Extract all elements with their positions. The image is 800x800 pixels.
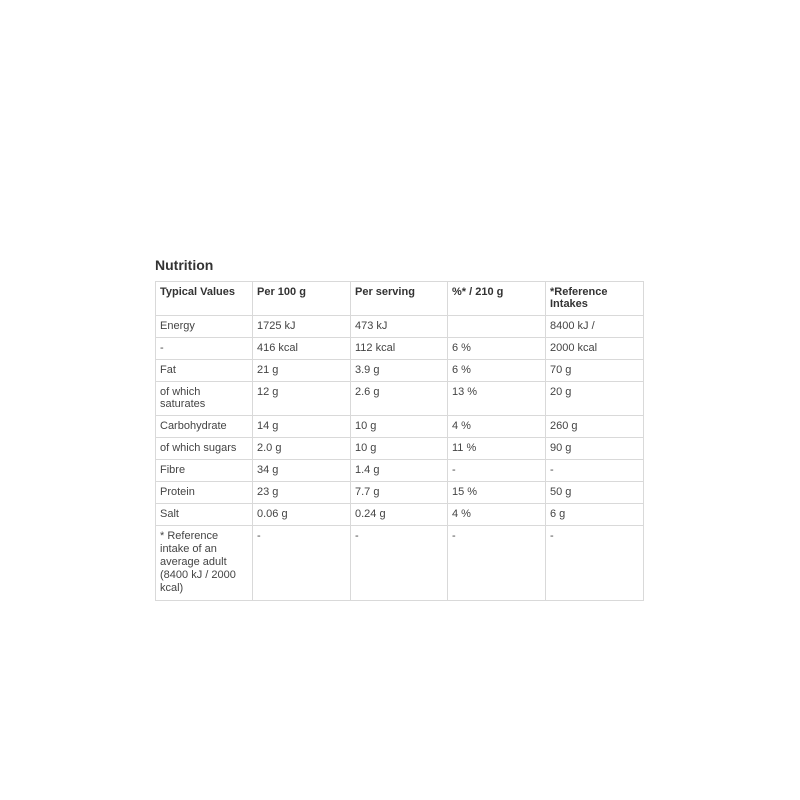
- table-cell: 4 %: [448, 504, 546, 526]
- table-cell: 6 %: [448, 338, 546, 360]
- table-cell: 2000 kcal: [546, 338, 644, 360]
- table-cell: [448, 316, 546, 338]
- table-cell: 2.0 g: [253, 438, 351, 460]
- table-cell: -: [448, 526, 546, 601]
- table-row: [156, 482, 644, 504]
- table-cell: 20 g: [546, 382, 644, 416]
- table-cell: 0.24 g: [351, 504, 448, 526]
- table-cell: 2.6 g: [351, 382, 448, 416]
- table-cell: 6 %: [448, 360, 546, 382]
- nutrition-table: [155, 281, 644, 601]
- table-cell: 70 g: [546, 360, 644, 382]
- table-row: [156, 526, 644, 601]
- table-row: [156, 460, 644, 482]
- table-cell: -: [156, 338, 253, 360]
- column-header: Typical Values: [156, 282, 253, 316]
- table-cell: Carbohydrate: [156, 416, 253, 438]
- column-header: *Reference Intakes: [546, 282, 644, 316]
- table-cell: 1725 kJ: [253, 316, 351, 338]
- table-cell: Protein: [156, 482, 253, 504]
- table-cell: 6 g: [546, 504, 644, 526]
- table-header-row: [156, 282, 644, 316]
- table-cell: -: [253, 526, 351, 601]
- column-header: Per 100 g: [253, 282, 351, 316]
- nutrition-section: [155, 256, 643, 601]
- table-row: [156, 438, 644, 460]
- table-cell: 0.06 g: [253, 504, 351, 526]
- table-cell: 14 g: [253, 416, 351, 438]
- table-cell: 1.4 g: [351, 460, 448, 482]
- table-cell: 21 g: [253, 360, 351, 382]
- table-cell: 34 g: [253, 460, 351, 482]
- table-cell: -: [546, 460, 644, 482]
- table-row: [156, 360, 644, 382]
- column-header: %* / 210 g: [448, 282, 546, 316]
- table-cell: 13 %: [448, 382, 546, 416]
- table-cell: 7.7 g: [351, 482, 448, 504]
- column-header: Per serving: [351, 282, 448, 316]
- table-cell: of which sugars: [156, 438, 253, 460]
- table-row: [156, 416, 644, 438]
- table-cell: Salt: [156, 504, 253, 526]
- footnote-cell: * Reference intake of an average adult (8400 kJ / 2000 kcal): [156, 526, 253, 601]
- table-row: [156, 504, 644, 526]
- table-cell: 12 g: [253, 382, 351, 416]
- table-cell: 416 kcal: [253, 338, 351, 360]
- table-cell: 4 %: [448, 416, 546, 438]
- table-cell: 90 g: [546, 438, 644, 460]
- table-cell: Energy: [156, 316, 253, 338]
- table-cell: 473 kJ: [351, 316, 448, 338]
- table-cell: 11 %: [448, 438, 546, 460]
- table-row: [156, 316, 644, 338]
- table-cell: 10 g: [351, 438, 448, 460]
- table-cell: Fat: [156, 360, 253, 382]
- table-cell: -: [546, 526, 644, 601]
- table-cell: 10 g: [351, 416, 448, 438]
- table-cell: 8400 kJ /: [546, 316, 644, 338]
- table-cell: -: [351, 526, 448, 601]
- table-cell: 112 kcal: [351, 338, 448, 360]
- table-cell: Fibre: [156, 460, 253, 482]
- table-cell: -: [448, 460, 546, 482]
- section-title: Nutrition: [155, 257, 214, 273]
- table-cell: 15 %: [448, 482, 546, 504]
- table-row: [156, 338, 644, 360]
- table-cell: 3.9 g: [351, 360, 448, 382]
- table-row: [156, 382, 644, 416]
- table-cell: of which saturates: [156, 382, 253, 416]
- table-cell: 23 g: [253, 482, 351, 504]
- table-cell: 50 g: [546, 482, 644, 504]
- table-cell: 260 g: [546, 416, 644, 438]
